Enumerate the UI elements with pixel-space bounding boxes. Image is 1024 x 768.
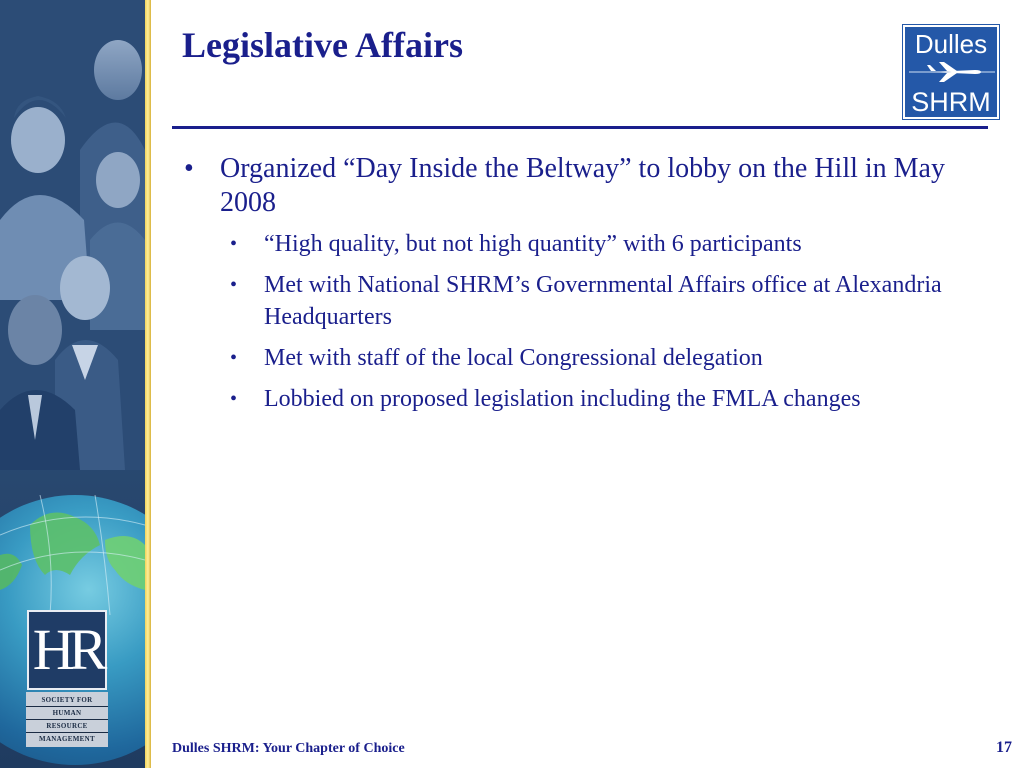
sub-bullet-text: Met with National SHRM’s Governmental Affairs office at Alexandria Headquarters [264,272,942,330]
logo-bottom-text: SHRM [911,87,991,117]
sub-bullet [182,228,1002,260]
shrm-line-4: MANAGEMENT [39,735,95,743]
sub-bullet [182,383,1002,415]
hr-monogram-logo [27,610,107,690]
sub-bullet [182,269,1002,333]
bullet-marker: • [230,388,238,410]
logo-top-text: Dulles [914,29,988,59]
shrm-line-1: SOCIETY FOR [26,694,108,707]
bullet-level-1 [182,152,1002,220]
shrm-line-3: RESOURCE [26,720,108,733]
title-rule [172,126,988,129]
bullet-marker: • [230,274,238,296]
footer-tagline: Dulles SHRM: Your Chapter of Choice [172,741,405,756]
slide-title: Legislative Affairs [182,25,463,65]
sub-bullet-text: Lobbied on proposed legislation including the FMLA changes [264,386,861,412]
sub-bullet-text: Met with staff of the local Congressional delegation [264,345,763,371]
side-panel [0,0,145,768]
sub-bullet-text: “High quality, but not high quantity” with 6 participants [264,231,802,257]
shrm-wordmark [26,692,108,747]
gold-divider-bar [145,0,151,768]
page-number: 17 [996,739,1012,756]
bullet-marker: • [230,233,238,255]
hr-monogram: HR [32,617,102,682]
globe-land [0,495,145,615]
slide-content [182,152,1002,424]
sub-bullet [182,342,1002,374]
bullet-marker: • [230,347,238,369]
bullet-text: Organized “Day Inside the Beltway” to lobby on the Hill in May 2008 [220,153,945,218]
airplane-icon [909,59,995,85]
people-photo [0,0,145,470]
shrm-line-2: HUMAN [26,707,108,720]
dulles-shrm-logo [903,25,999,119]
bullet-marker: • [184,153,194,184]
